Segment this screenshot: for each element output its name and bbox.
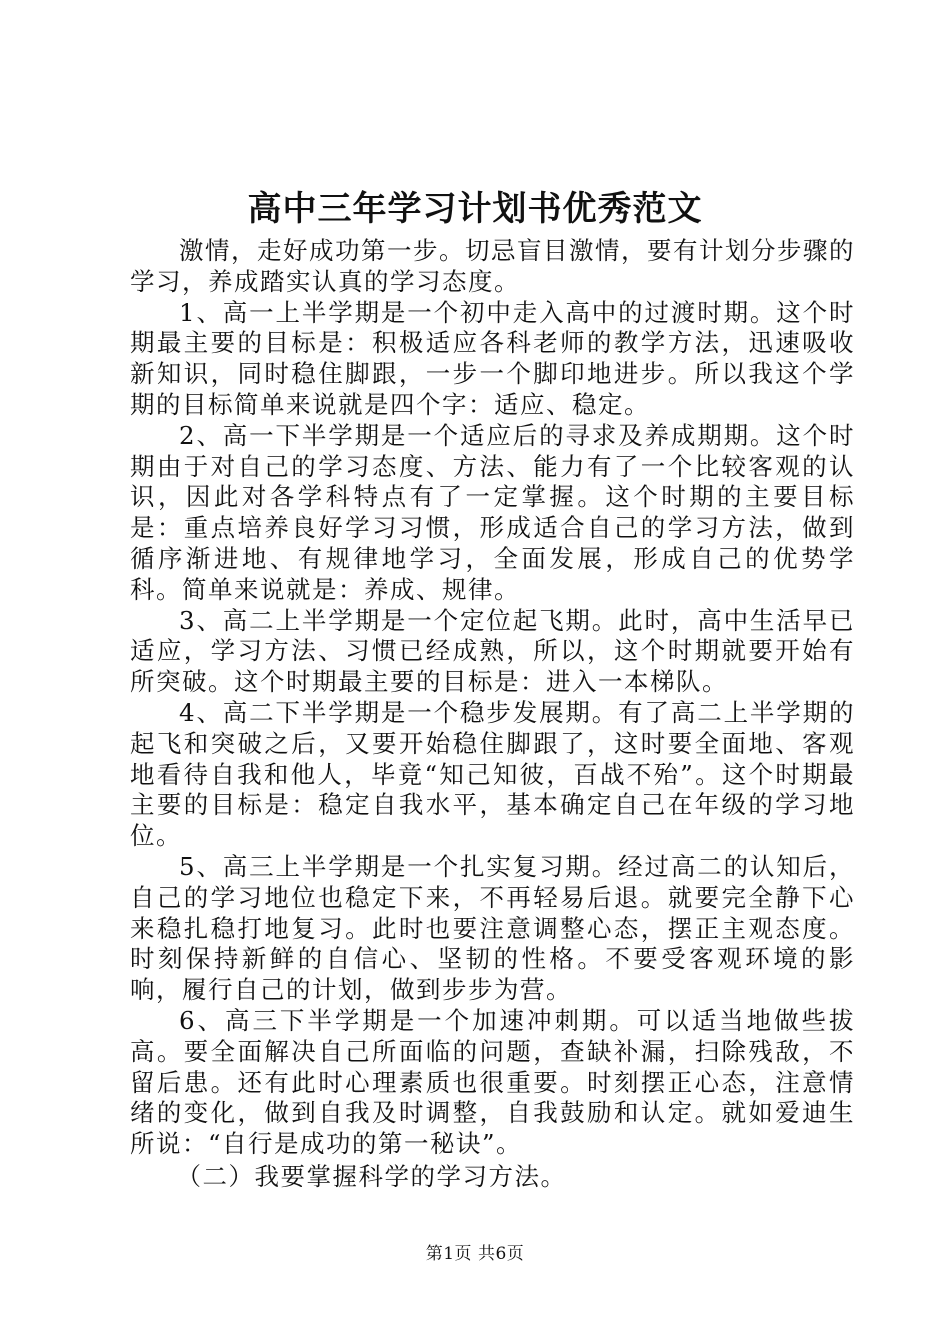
plan-item-5: 5、高三上半学期是一个扎实复习期。经过高二的认知后，自己的学习地位也稳定下来，不再轻易后退。就要完全静下心来稳扎稳打地复习。此时也要注意调整心态，摆正主观态度。时刻保持新鲜的自信心、坚韧的性格。不要受客观环境的影响，履行自己的计划，做到步步为营。 [130,851,855,1005]
plan-item-4: 4、高二下半学期是一个稳步发展期。有了高二上半学期的起飞和突破之后，又要开始稳住脚跟了，这时要全面地、客观地看待自我和他人，毕竟“知己知彼，百战不殆”。这个时期最主要的目标是：稳定自我水平，基本确定自己在年级的学习地位。 [130,697,855,851]
plan-item-3: 3、高二上半学期是一个定位起飞期。此时，高中生活早已适应，学习方法、习惯已经成熟，所以，这个时期就要开始有所突破。这个时期最主要的目标是：进入一本梯队。 [130,605,855,697]
intro-paragraph: 激情，走好成功第一步。切忌盲目激情，要有计划分步骤的学习，养成踏实认真的学习态度。 [130,236,855,296]
page-number-footer: 第1页 共6页 [425,1244,525,1264]
plan-item-1: 1、高一上半学期是一个初中走入高中的过渡时期。这个时期最主要的目标是：积极适应各科老师的教学方法，迅速吸收新知识，同时稳住脚跟，一步一个脚印地进步。所以我这个学期的目标简单来说就是四个字：适应、稳定。 [130,297,855,419]
plan-item-2: 2、高一下半学期是一个适应后的寻求及养成期期。这个时期由于对自己的学习态度、方法、能力有了一个比较客观的认识，因此对各学科特点有了一定掌握。这个时期的主要目标是：重点培养良好学习习惯，形成适合自己的学习方法，做到循序渐进地、有规律地学习，全面发展，形成自己的优势学科。简单来说就是：养成、规律。 [130,420,855,604]
document-body [130,236,855,1193]
plan-item-6: 6、高三下半学期是一个加速冲刺期。可以适当地做些拔高。要全面解决自己所面临的问题，查缺补漏，扫除残敌，不留后患。还有此时心理素质也很重要。时刻摆正心态，注意情绪的变化，做到自我及时调整，自我鼓励和认定。就如爱迪生所说：“自行是成功的第一秘诀”。 [130,1005,855,1159]
section-heading: （二）我要掌握科学的学习方法。 [176,1161,567,1191]
document-title: 高中三年学习计划书优秀范文 [247,189,703,229]
